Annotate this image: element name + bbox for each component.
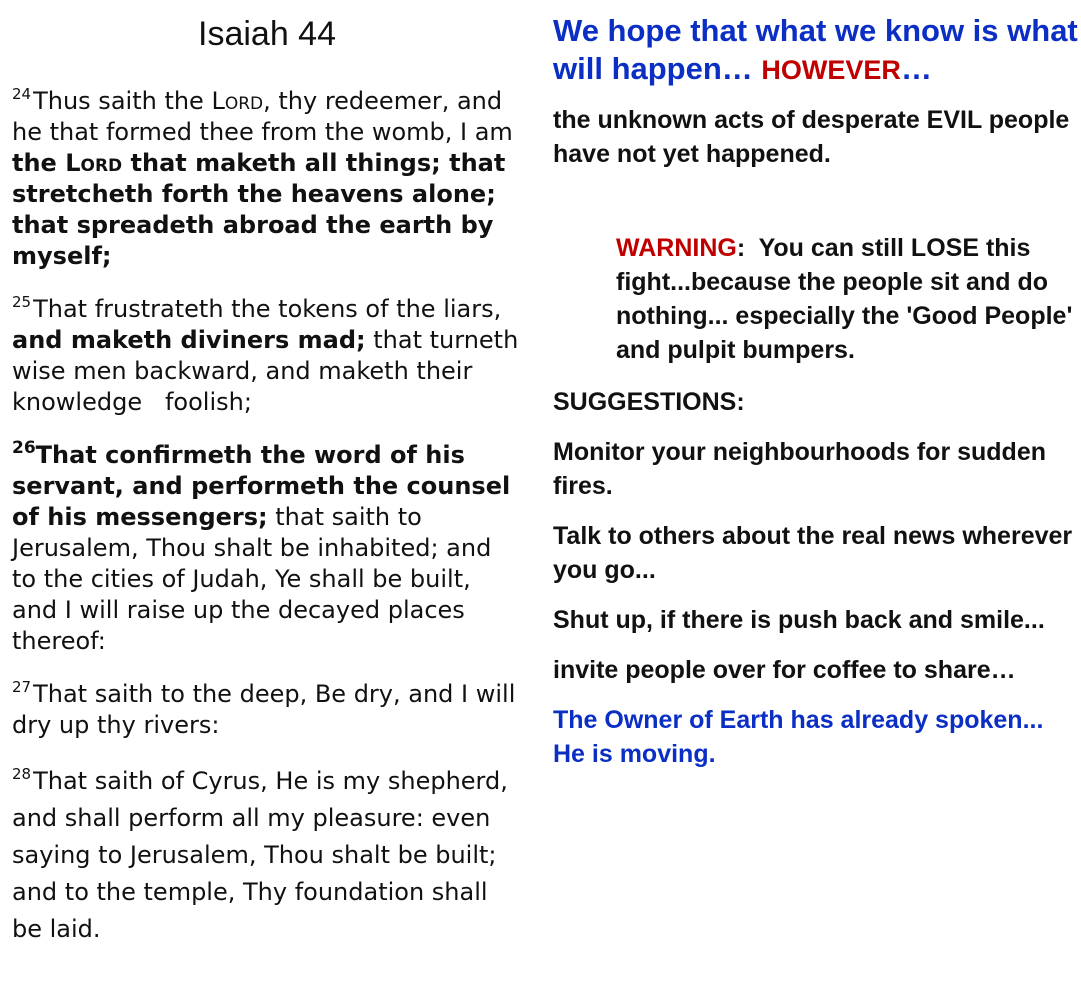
headline-ellipsis: … [900,51,932,86]
verse-bold-lord: Lord [65,149,123,177]
suggestion-item: Shut up, if there is push back and smile... [553,606,1045,634]
scripture-column [12,14,526,970]
verse-26 [12,440,522,657]
verse-text: That saith to the deep, Be dry, and I will dry up thy rivers: [12,680,516,739]
verse-text: That saith of Cyrus, He is my shepherd, and shall perform all my pleasure: even saying to Jerusalem, Thou shalt be built; and to the temple, Thy foundation shall be laid. [12,767,508,943]
commentary-column [553,12,1081,787]
verse-text-lord: Lord [211,87,264,115]
suggestion-item: invite people over for coffee to share… [553,656,1016,684]
verse-text: that turneth wise men backward, and maketh their knowledge foolish; [12,326,526,416]
suggestion-item: Monitor your neighbourhoods for sudden fires. [553,438,1047,500]
verse-text: , thy redeemer, and he that formed thee from the womb, I am [12,87,513,146]
warning-block [616,231,1081,367]
suggestion-item: Talk to others about the real news wherever you go... [553,522,1073,584]
verse-28 [12,763,522,948]
verse-24 [12,86,522,272]
verse-text: that saith to Jerusalem, Thou shalt be inhabited; and to the cities of Judah, Ye shall be built, and I will raise up the decayed places thereof: [12,503,492,655]
intro-paragraph: the unknown acts of desperate EVIL people have not yet happened. [553,106,1070,168]
verse-bold-text: and maketh diviners mad; [12,326,366,354]
headline [553,12,1081,89]
closing-statement: The Owner of Earth has already spoken... He is moving. [553,706,1072,768]
warning-label: WARNING [616,234,737,262]
warning-text: : You can still LOSE this fight...because the people sit and do nothing... especially the 'Good People' and pulpit bumpers. [616,234,1080,364]
verse-27 [12,679,522,741]
headline-text: We hope that what we know is what will happen… [553,13,1078,86]
verse-bold-text: That confirmeth the word of his servant, and performeth the counsel of his messengers; [12,441,511,531]
verse-text: Thus saith the [33,87,212,115]
verse-25 [12,293,526,418]
scripture-title: Isaiah 44 [198,15,336,53]
verse-number: 24 [12,85,32,103]
verse-bold-text: that maketh all things; that stretcheth forth the heavens alone; that spreadeth abroad the earth by myself; [12,149,506,270]
however-label: HOWEVER [761,55,901,85]
verse-text: That frustrateth the tokens of the liars, [33,295,502,323]
verse-number: 25 [12,293,32,311]
verse-number: 27 [12,678,32,696]
verse-bold-text: the [12,149,66,177]
verse-number: 28 [12,765,32,783]
verse-number: 26 [12,438,36,458]
suggestions-heading: SUGGESTIONS: [553,388,745,416]
